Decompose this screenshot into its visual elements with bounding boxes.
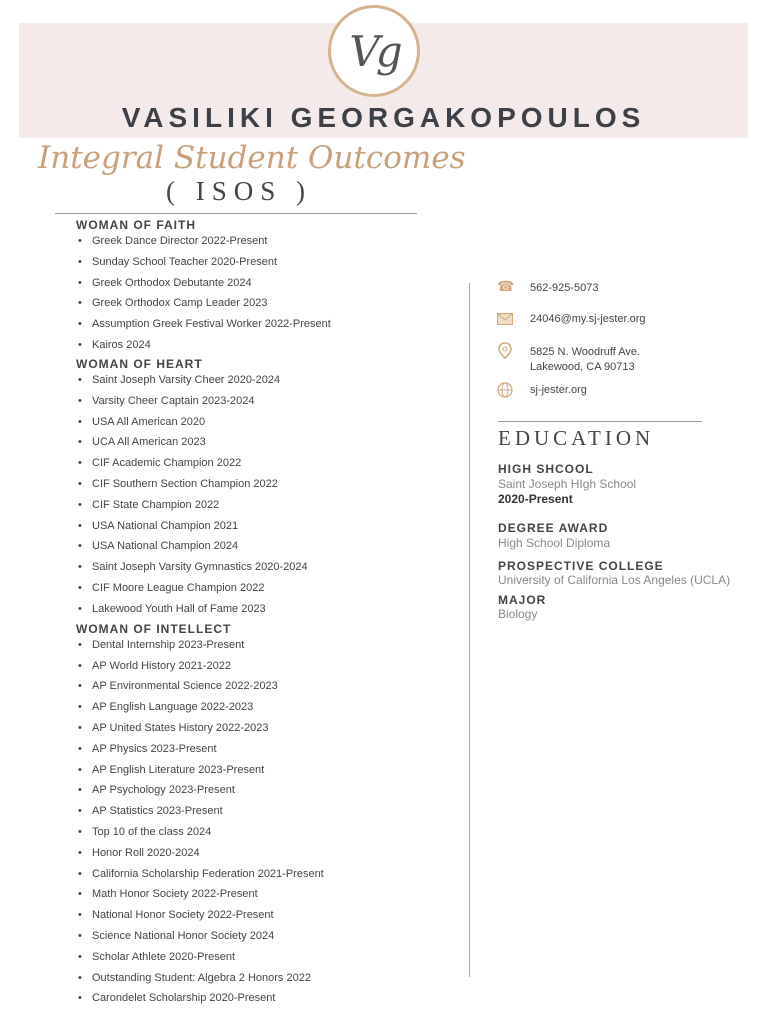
- list-item: • National Honor Society 2022-Present: [76, 908, 456, 929]
- list-item: • Saint Joseph Varsity Cheer 2020-2024: [76, 373, 456, 394]
- monogram-logo: [328, 5, 420, 97]
- section-heading-faith: WOMAN OF FAITH: [76, 218, 196, 232]
- list-item: • Varsity Cheer Captain 2023-2024: [76, 394, 456, 415]
- list-item: • Assumption Greek Festival Worker 2022-Present: [76, 317, 456, 338]
- list-item: • CIF State Champion 2022: [76, 498, 456, 519]
- college-label: PROSPECTIVE COLLEGE: [498, 559, 664, 573]
- list-item: • Dental Internship 2023-Present: [76, 638, 456, 659]
- list-item: • AP Environmental Science 2022-2023: [76, 679, 456, 700]
- isos-subtitle: ( ISOS ): [166, 176, 313, 206]
- list-item: • CIF Academic Champion 2022: [76, 456, 456, 477]
- list-item: • AP United States History 2022-2023: [76, 721, 456, 742]
- heart-list: [76, 373, 456, 616]
- email-icon: [497, 309, 517, 328]
- college-value: University of California Los Angeles (UCLA): [498, 573, 731, 587]
- monogram-text: Vg: [349, 26, 399, 76]
- degree-value: High School Diploma: [498, 536, 611, 550]
- list-item: • California Scholarship Federation 2021-Present: [76, 867, 456, 888]
- list-item: • Greek Orthodox Debutante 2024: [76, 276, 456, 297]
- list-item: • Greek Orthodox Camp Leader 2023: [76, 296, 456, 317]
- list-item: • Scholar Athlete 2020-Present: [76, 950, 456, 971]
- outcomes-list: [76, 217, 456, 1005]
- globe-icon: [497, 380, 517, 401]
- list-item: • USA National Champion 2021: [76, 519, 456, 540]
- major-label: MAJOR: [498, 593, 547, 607]
- degree-label: DEGREE AWARD: [498, 521, 609, 535]
- list-item: • Science National Honor Society 2024: [76, 929, 456, 950]
- education-divider: [498, 421, 702, 422]
- education-heading: EDUCATION: [498, 426, 655, 450]
- location-pin-icon: [497, 342, 517, 363]
- isos-title: Integral Student Outcomes: [38, 140, 466, 176]
- list-item: • Greek Dance Director 2022-Present: [76, 234, 456, 255]
- phone-text: 562-925-5073: [530, 282, 599, 294]
- list-item: • Top 10 of the class 2024: [76, 825, 456, 846]
- list-item: • Honor Roll 2020-2024: [76, 846, 456, 867]
- section-divider: [55, 213, 417, 214]
- website-text: sj-jester.org: [530, 384, 587, 396]
- section-heading-heart: WOMAN OF HEART: [76, 356, 203, 371]
- faith-list: [76, 234, 456, 352]
- list-item: • CIF Southern Section Champion 2022: [76, 477, 456, 498]
- column-divider: [469, 283, 470, 977]
- email-text: 24046@my.sj-jester.org: [530, 313, 646, 325]
- section-heading-intellect: WOMAN OF INTELLECT: [76, 621, 232, 636]
- list-item: • Saint Joseph Varsity Gymnastics 2020-2024: [76, 560, 456, 581]
- list-item: • AP English Literature 2023-Present: [76, 763, 456, 784]
- list-item: • UCA All American 2023: [76, 435, 456, 456]
- person-name: VASILIKI GEORGAKOPOULOS: [121, 102, 646, 133]
- high-school-years: 2020-Present: [498, 492, 573, 506]
- list-item: • Outstanding Student: Algebra 2 Honors 2022: [76, 971, 456, 992]
- phone-icon: ☎: [497, 278, 515, 294]
- list-item: • AP World History 2021-2022: [76, 659, 456, 680]
- list-item: • AP Statistics 2023-Present: [76, 804, 456, 825]
- list-item: • Carondelet Scholarship 2020-Present: [76, 991, 456, 1005]
- list-item: • Lakewood Youth Hall of Fame 2023: [76, 602, 456, 616]
- high-school-name: Saint Joseph HIgh School: [498, 477, 637, 491]
- list-item: • USA National Champion 2024: [76, 539, 456, 560]
- address-line2: Lakewood, CA 90713: [530, 361, 635, 373]
- major-value: Biology: [498, 607, 538, 621]
- list-item: • USA All American 2020: [76, 415, 456, 436]
- high-school-label: HIGH SHCOOL: [498, 462, 594, 476]
- list-item: • Math Honor Society 2022-Present: [76, 887, 456, 908]
- list-item: • Kairos 2024: [76, 338, 456, 352]
- address-line1: 5825 N. Woodruff Ave.: [530, 346, 641, 358]
- list-item: • AP English Language 2022-2023: [76, 700, 456, 721]
- list-item: • Sunday School Teacher 2020-Present: [76, 255, 456, 276]
- list-item: • CIF Moore League Champion 2022: [76, 581, 456, 602]
- intellect-list: [76, 638, 456, 1006]
- list-item: • AP Psychology 2023-Present: [76, 783, 456, 804]
- list-item: • AP Physics 2023-Present: [76, 742, 456, 763]
